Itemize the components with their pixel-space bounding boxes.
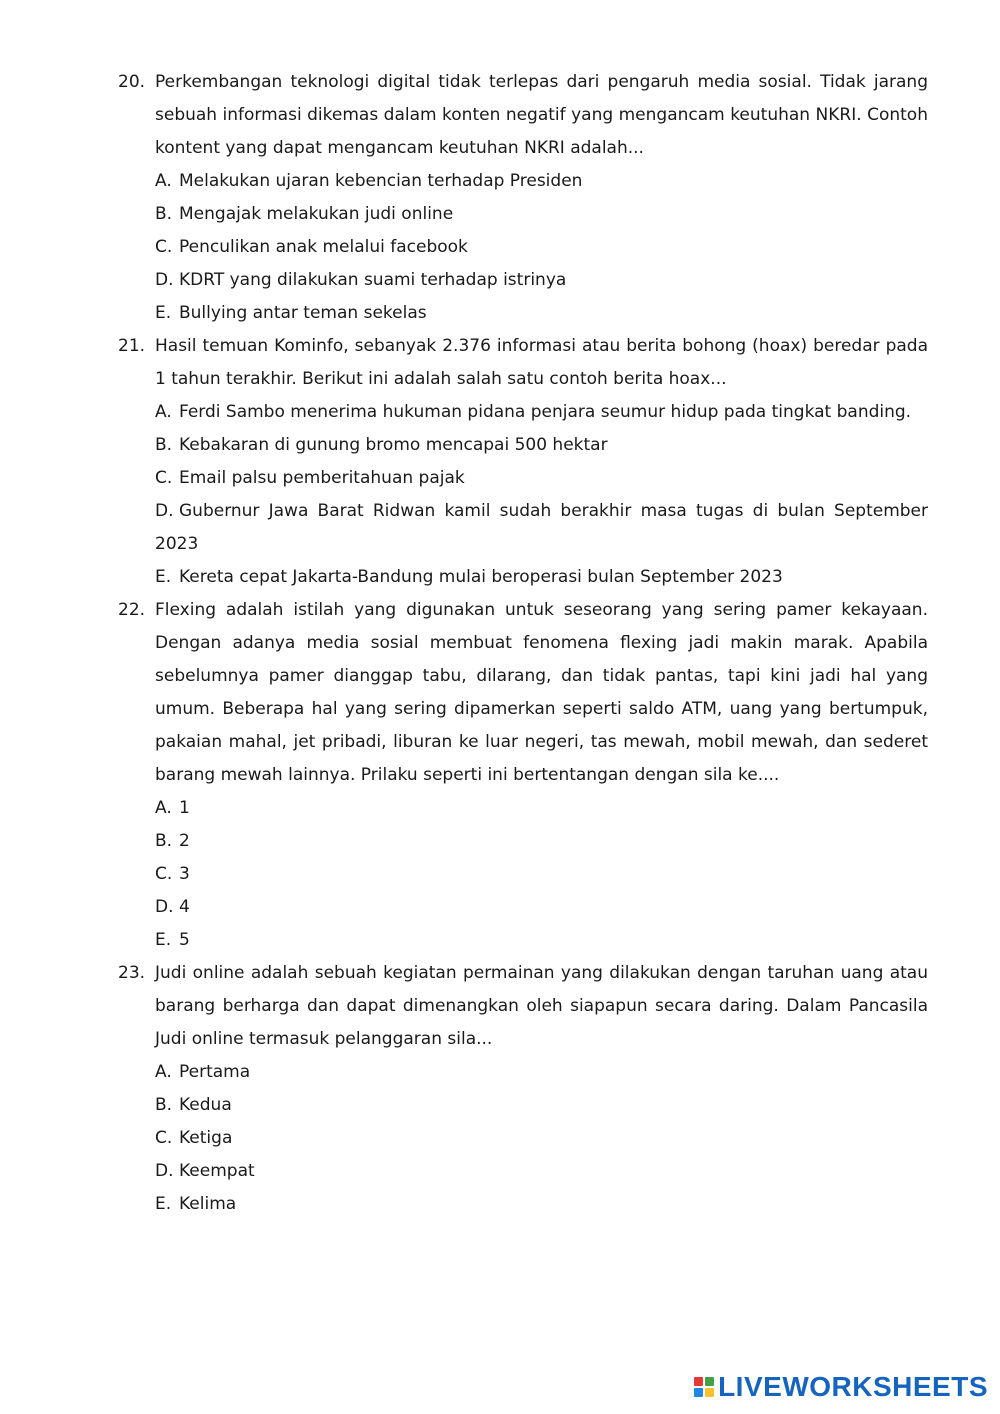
option-text: Mengajak melakukan judi online (179, 204, 454, 224)
option-text: 1 (179, 798, 190, 818)
option-letter: D. (155, 897, 174, 917)
question-number: 23. (118, 963, 146, 983)
option-text: 2 (179, 831, 190, 851)
logo-block (705, 1388, 714, 1397)
option-text: KDRT yang dilakukan suami terhadap istrinya (179, 270, 567, 290)
option-letter: B. (155, 831, 173, 851)
option-text: Melakukan ujaran kebencian terhadap Presiden (179, 171, 583, 191)
option-b[interactable] (155, 429, 928, 462)
option-a[interactable] (155, 792, 928, 825)
option-d[interactable] (155, 891, 928, 924)
option-letter: B. (155, 204, 173, 224)
option-text: 3 (179, 864, 190, 884)
question-22 (118, 594, 928, 957)
option-a[interactable] (155, 165, 928, 198)
logo-blocks-icon (694, 1377, 714, 1397)
option-text: Kelima (179, 1194, 237, 1214)
option-list (118, 396, 928, 594)
option-d[interactable] (155, 1155, 928, 1188)
option-d[interactable] (155, 264, 928, 297)
question-number: 21. (118, 336, 146, 356)
question-number: 20. (118, 72, 146, 92)
option-c[interactable] (155, 462, 928, 495)
option-letter: A. (155, 1062, 172, 1082)
option-e[interactable] (155, 561, 928, 594)
question-text: Hasil temuan Kominfo, sebanyak 2.376 informasi atau berita bohong (hoax) beredar pada 1 tahun terakhir. Berikut ini adalah salah satu contoh berita hoax... (155, 336, 928, 389)
option-text: Email palsu pemberitahuan pajak (179, 468, 465, 488)
option-text: Pertama (179, 1062, 251, 1082)
option-text: 5 (179, 930, 190, 950)
option-text: Bullying antar teman sekelas (179, 303, 427, 323)
option-letter: A. (155, 171, 172, 191)
option-c[interactable] (155, 1122, 928, 1155)
option-text: Keempat (179, 1161, 255, 1181)
option-d[interactable] (155, 495, 928, 561)
option-b[interactable] (155, 1089, 928, 1122)
logo-block (705, 1377, 714, 1386)
option-letter: E. (155, 303, 172, 323)
option-text: 4 (179, 897, 190, 917)
question-text: Judi online adalah sebuah kegiatan permainan yang dilakukan dengan taruhan uang atau barang berharga dan dapat dimenangkan oleh siapapun secara daring. Dalam Pancasila Judi online termasuk pelanggaran sila... (155, 963, 928, 1049)
logo-block (694, 1377, 703, 1386)
option-b[interactable] (155, 198, 928, 231)
option-c[interactable] (155, 858, 928, 891)
worksheet-page (118, 66, 928, 1221)
option-text: Kedua (179, 1095, 232, 1115)
option-e[interactable] (155, 924, 928, 957)
question-20 (118, 66, 928, 330)
option-letter: E. (155, 930, 172, 950)
option-text: Ketiga (179, 1128, 233, 1148)
option-text: Ferdi Sambo menerima hukuman pidana penjara seumur hidup pada tingkat banding. (179, 402, 912, 422)
option-letter: D. (155, 270, 174, 290)
question-text: Perkembangan teknologi digital tidak terlepas dari pengaruh media sosial. Tidak jarang sebuah informasi dikemas dalam konten negatif yang mengancam keutuhan NKRI. Contoh kontent yang dapat mengancam keutuhan NKRI adalah... (155, 72, 928, 158)
option-letter: E. (155, 1194, 172, 1214)
option-list (118, 792, 928, 957)
option-text: Kereta cepat Jakarta-Bandung mulai beroperasi bulan September 2023 (179, 567, 783, 587)
option-text: Gubernur Jawa Barat Ridwan kamil sudah berakhir masa tugas di bulan September 2023 (155, 501, 928, 554)
logo-block (694, 1388, 703, 1397)
option-letter: C. (155, 864, 173, 884)
option-e[interactable] (155, 297, 928, 330)
option-list (118, 165, 928, 330)
option-letter: A. (155, 402, 172, 422)
option-text: Penculikan anak melalui facebook (179, 237, 468, 257)
question-21 (118, 330, 928, 594)
logo-text: LIVEWORKSHEETS (718, 1371, 988, 1402)
liveworksheets-logo[interactable] (694, 1372, 988, 1402)
question-number: 22. (118, 600, 146, 620)
option-a[interactable] (155, 1056, 928, 1089)
option-letter: E. (155, 567, 172, 587)
option-a[interactable] (155, 396, 928, 429)
option-list (118, 1056, 928, 1221)
option-letter: B. (155, 1095, 173, 1115)
question-23 (118, 957, 928, 1221)
option-c[interactable] (155, 231, 928, 264)
option-letter: B. (155, 435, 173, 455)
option-text: Kebakaran di gunung bromo mencapai 500 hektar (179, 435, 608, 455)
option-letter: C. (155, 468, 173, 488)
option-b[interactable] (155, 825, 928, 858)
option-letter: A. (155, 798, 172, 818)
option-letter: D. (155, 1161, 174, 1181)
option-letter: C. (155, 237, 173, 257)
option-letter: C. (155, 1128, 173, 1148)
option-letter: D. (155, 501, 174, 521)
question-text: Flexing adalah istilah yang digunakan untuk seseorang yang sering pamer kekayaan. Dengan adanya media sosial membuat fenomena flexing jadi makin marak. Apabila sebelumnya pamer dianggap tabu, dilarang, dan tidak pantas, tapi kini jadi hal yang umum. Beberapa hal yang sering dipamerkan seperti saldo ATM, uang yang bertumpuk, pakaian mahal, jet pribadi, liburan ke luar negeri, tas mewah, mobil mewah, dan sederet barang mewah lainnya. Prilaku seperti ini bertentangan dengan sila ke.... (155, 600, 928, 785)
option-e[interactable] (155, 1188, 928, 1221)
